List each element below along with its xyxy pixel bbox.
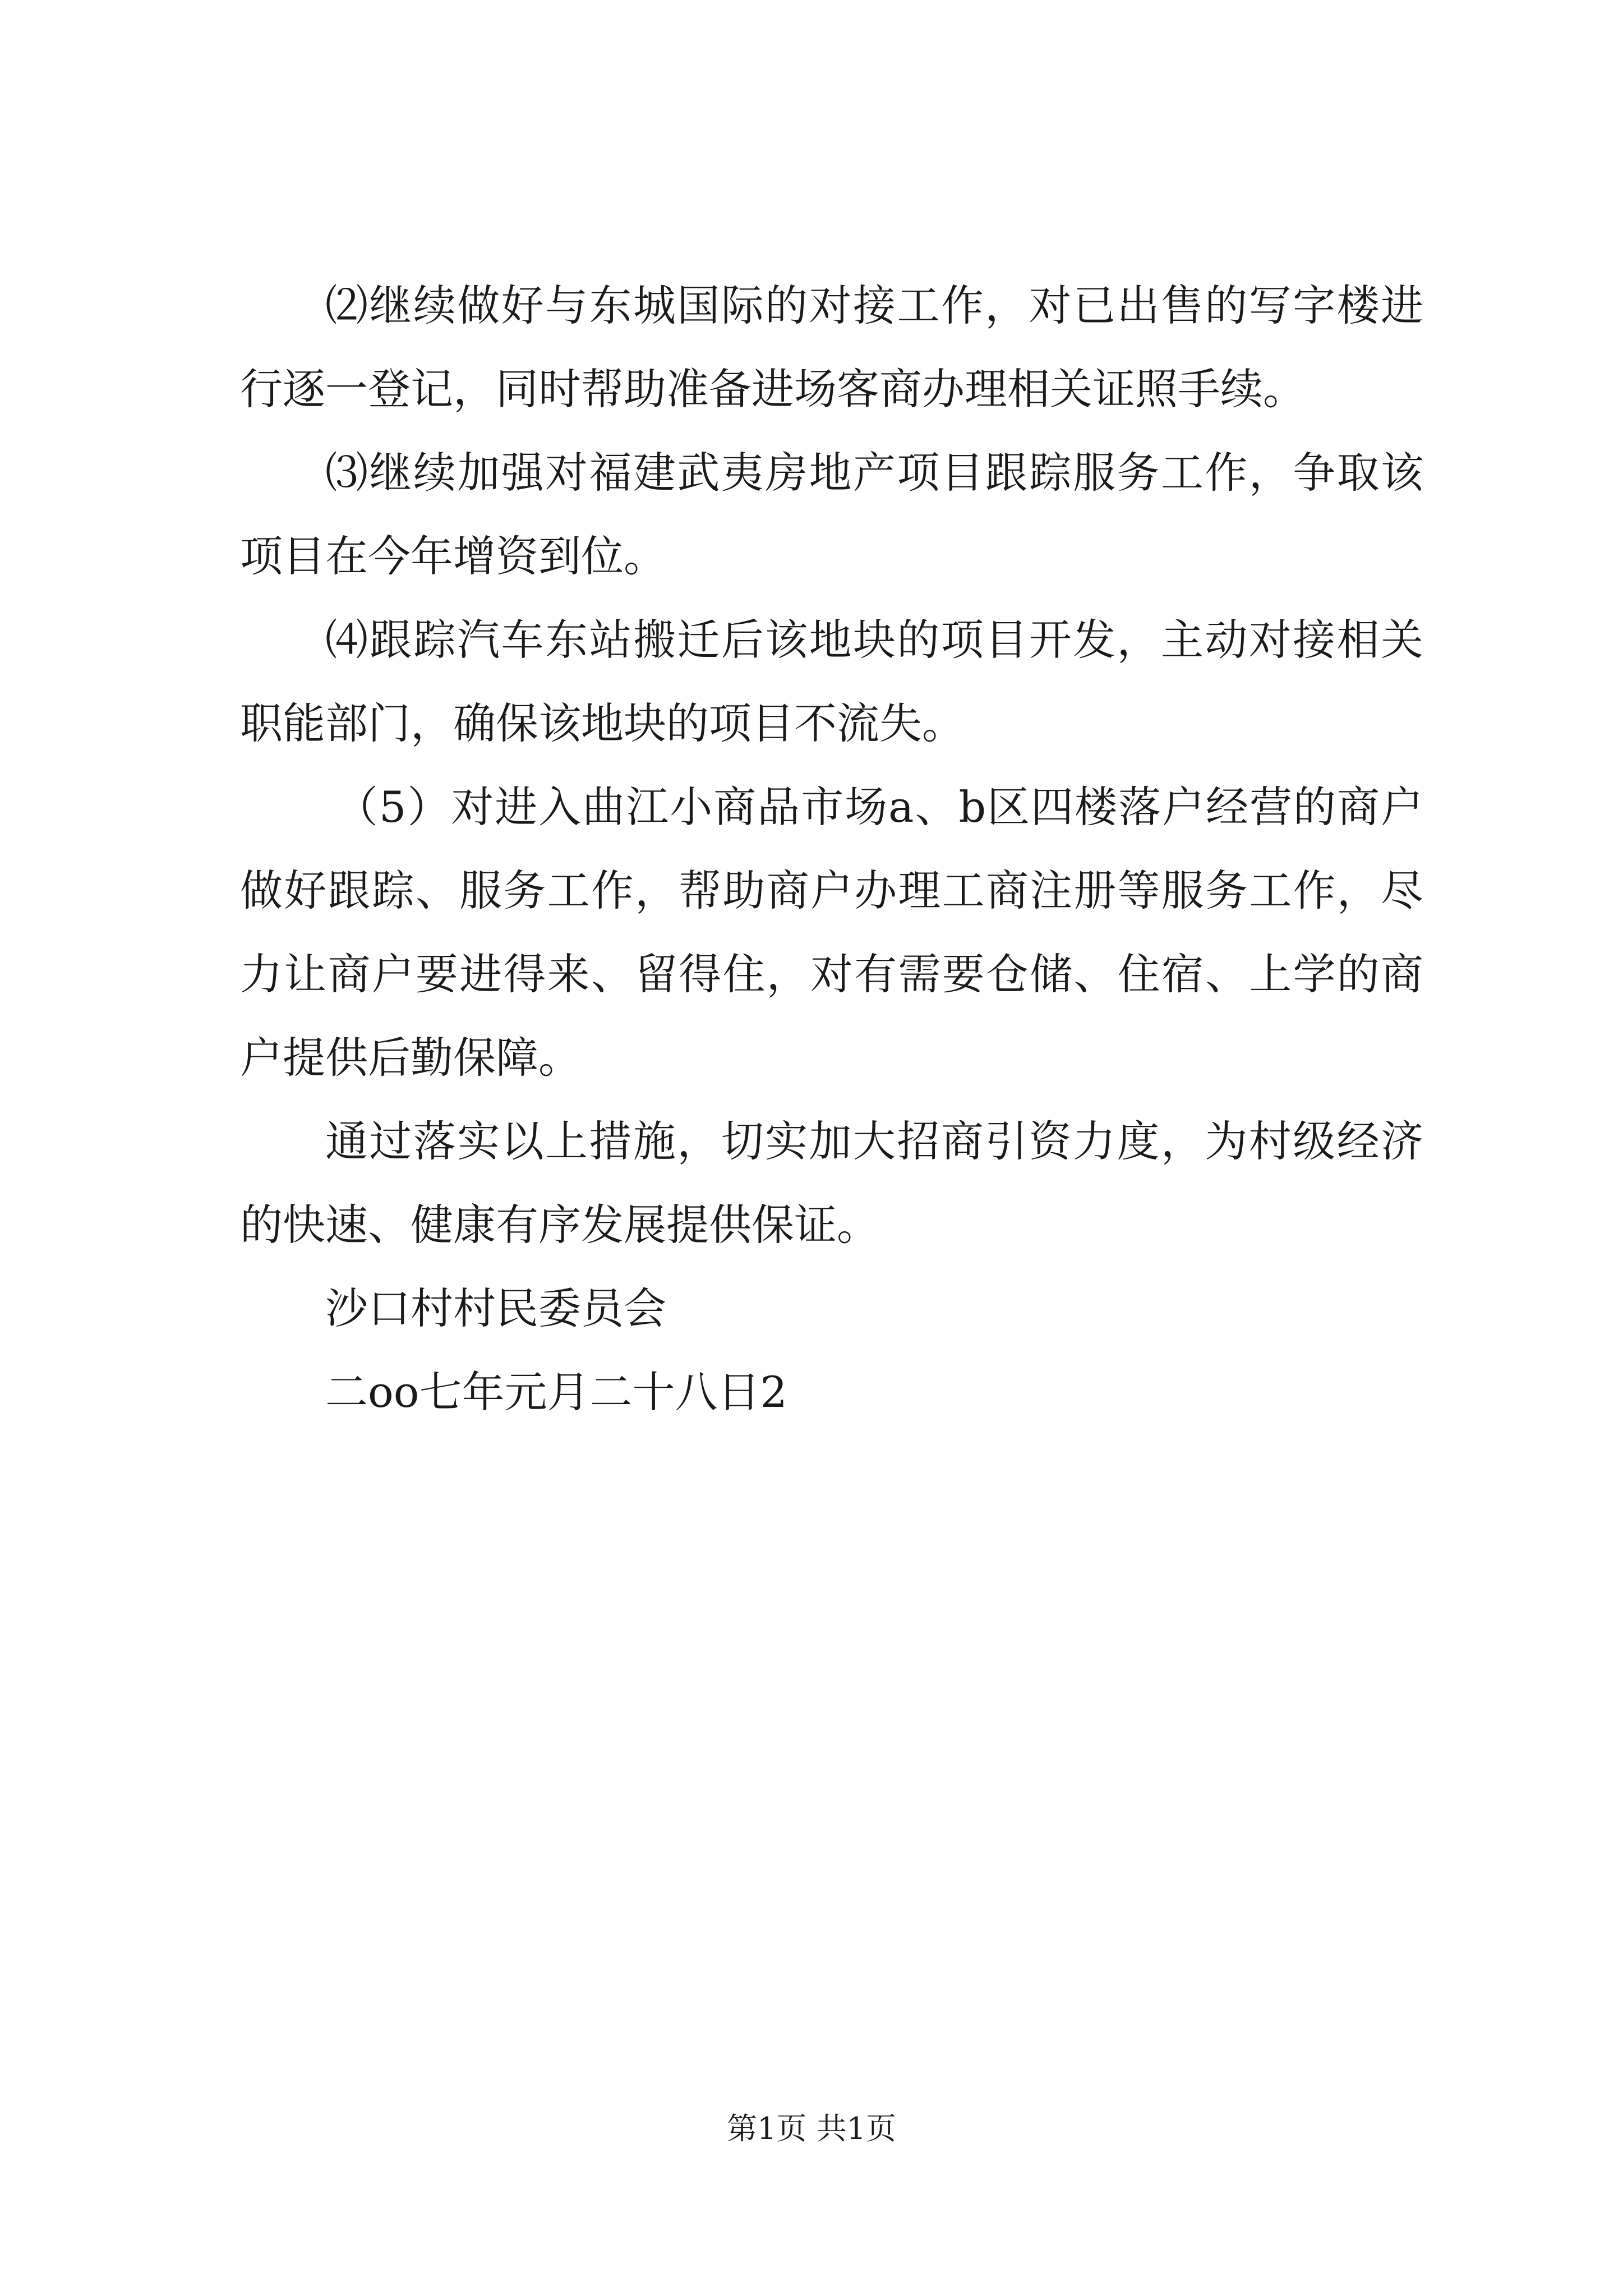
- page-footer: [0, 2109, 1623, 2148]
- paragraph-item-5: （5）对进入曲江小商品市场a、b区四楼落户经营的商户做好跟踪、服务工作，帮助商户办理工商注册等服务工作，尽力让商户要进得来、留得住，对有需要仓储、住宿、上学的商户提供后勤保障。: [240, 782, 1423, 1083]
- document-body: [240, 264, 1423, 1434]
- page-number: 第1页 共1页: [727, 2111, 896, 2146]
- closing-paragraph: 通过落实以上措施，切实加大招商引资力度，为村级经济的快速、健康有序发展提供保证。: [240, 1116, 1423, 1250]
- paragraph-item-3: ⑶继续加强对福建武夷房地产项目跟踪服务工作，争取该项目在今年增资到位。: [240, 448, 1423, 581]
- signature-organization: 沙口村村民委员会: [325, 1283, 666, 1333]
- signature-date: 二oo七年元月二十八日2: [325, 1367, 787, 1417]
- paragraph-item-2: ⑵继续做好与东城国际的对接工作，对已出售的写字楼进行逐一登记，同时帮助准备进场客商办理相关证照手续。: [240, 280, 1423, 414]
- paragraph-item-4: ⑷跟踪汽车东站搬迁后该地块的项目开发，主动对接相关职能部门，确保该地块的项目不流失。: [240, 615, 1423, 748]
